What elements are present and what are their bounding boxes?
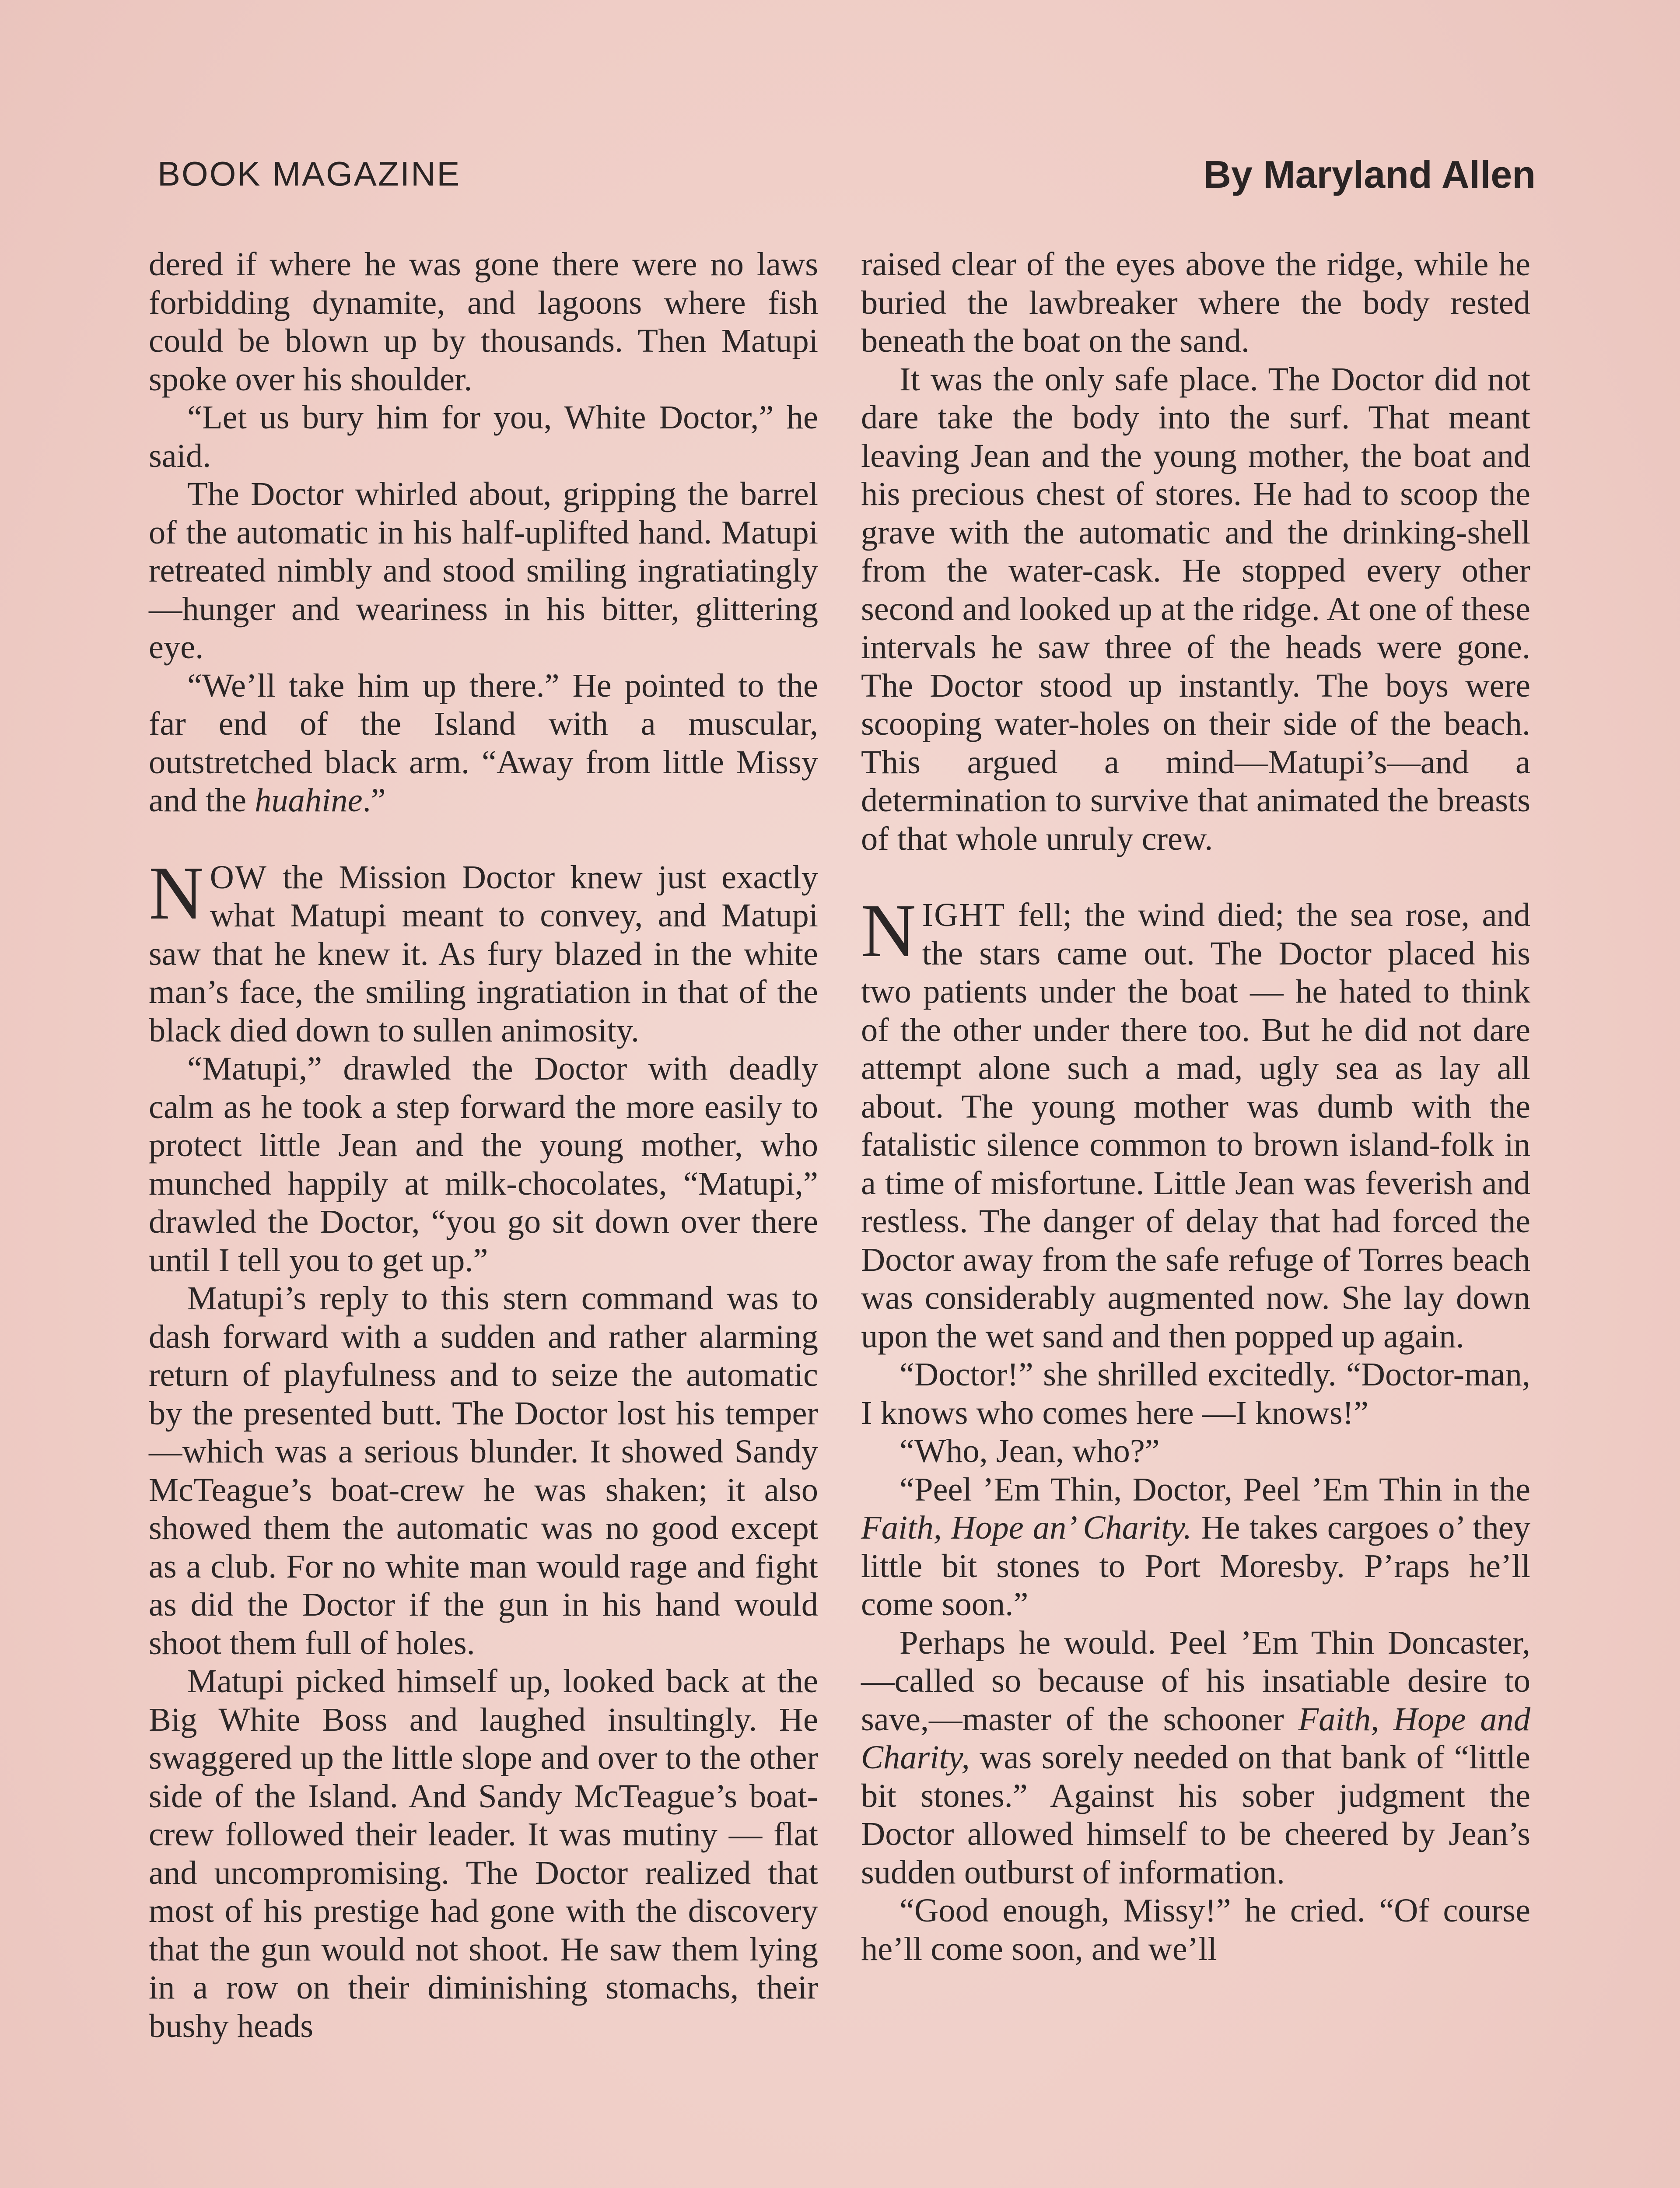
- section-start-paragraph: [149, 850, 818, 1050]
- paragraph: “Doctor!” she shrilled excitedly. “Doctor-man, I knows who comes here —I knows!”: [861, 1356, 1530, 1431]
- paragraph: dered if where he was gone there were no laws forbidding dynamite, and lagoons where fish could be blown up by thousands. Then Matupi spoke over his shoulder.: [149, 245, 818, 398]
- italic-ship-name: Faith, Hope an’ Charity.: [861, 1509, 1192, 1546]
- paragraph: The Doctor whirled about, gripping the barrel of the automatic in his half-uplifted hand. Matupi retreated nimbly and stood smiling ingratiatingly—hunger and weariness in his bitter, glittering eye.: [149, 475, 818, 666]
- paragraph: [861, 1470, 1530, 1623]
- right-column: [861, 245, 1530, 1968]
- paragraph: “Who, Jean, who?”: [900, 1432, 1160, 1469]
- paragraph-text: “Peel ’Em Thin, Doctor, Peel ’Em Thin in the: [900, 1470, 1530, 1508]
- italic-term: huahine: [255, 782, 363, 819]
- drop-cap: N: [149, 850, 204, 935]
- paragraph: “Let us bury him for you, White Doctor,” he said.: [149, 399, 818, 474]
- paragraph-text: Perhaps he would. Peel ’Em Thin Doncaster,—called so because of his insatiable desire to save,—master of the schooner: [861, 1623, 1530, 1738]
- paragraph: “Matupi,” drawled the Doctor with deadly calm as he took a step forward the more easily to protect little Jean and the young mother, who munched happily at milk-chocolates, “Matupi,” drawled the Doctor, “you go sit down over there until I tell you to get up.”: [149, 1050, 818, 1279]
- drop-cap: N: [861, 888, 916, 973]
- paragraph-text: “We’ll take him up there.” He pointed to the far end of the Island with a muscular, outstretched black arm. “Away from little Missy and the: [149, 666, 818, 819]
- paragraph-text: .”: [362, 782, 386, 819]
- paragraph-text: He takes cargoes o’ they little bit stones to Port Moresby. P’raps he’ll come soon.”: [861, 1509, 1530, 1623]
- paragraph-text: was sorely needed on that bank of “little bit stones.” Against his sober judgment the Doctor allowed himself to be cheered by Jean’s sudden outburst of information.: [861, 1739, 1530, 1891]
- magazine-title: BOOK MAGAZINE: [158, 154, 461, 193]
- paragraph: Matupi’s reply to this stern command was to dash forward with a sudden and rather alarming return of playfulness and to seize the automatic by the presented butt. The Doctor lost his temper—which was a serious blunder. It showed Sandy McTeague’s boat-crew he was shaken; it also showed them the automatic was no good except as a club. For no white man would rage and fight as did the Doctor if the gun in his hand would shoot them full of holes.: [149, 1280, 818, 1662]
- running-header: [158, 154, 1536, 202]
- paragraph: Matupi picked himself up, looked back at the Big White Boss and laughed insultingly. He swaggered up the little slope and over to the other side of the Island. And Sandy McTeague’s boat-crew followed their leader. It was mutiny — flat and uncompromising. The Doctor realized that most of his prestige had gone with the discovery that the gun would not shoot. He saw them lying in a row on their diminishing stomachs, their bushy heads: [149, 1662, 818, 2044]
- paragraph: raised clear of the eyes above the ridge, while he buried the lawbreaker where the body rested beneath the boat on the sand.: [861, 245, 1530, 359]
- paragraph: [861, 1623, 1530, 1892]
- author-byline: By Maryland Allen: [1203, 153, 1536, 196]
- lead-word: IGHT: [922, 896, 1006, 933]
- section-start-paragraph: [861, 888, 1530, 1355]
- lead-word: OW: [210, 858, 268, 896]
- paragraph: [149, 666, 818, 820]
- paragraph: “Good enough, Missy!” he cried. “Of course he’ll come soon, and we’ll: [861, 1892, 1530, 1967]
- paragraph-text: the Mission Doctor knew just exactly what Matupi meant to convey, and Matupi saw that he knew it. As fury blazed in the white man’s face, the smiling ingratiation in that of the black died down to sullen animosity.: [149, 858, 818, 1049]
- paragraph: It was the only safe place. The Doctor did not dare take the body into the surf. That meant leaving Jean and the young mother, the boat and his precious chest of stores. He had to scoop the grave with the automatic and the drinking-shell from the water-cask. He stopped every other second and looked up at the ridge. At one of these intervals he saw three of the heads were gone. The Doctor stood up instantly. The boys were scooping water-holes on their side of the beach. This argued a mind—Matupi’s—and a determination to survive that animated the breasts of that whole unruly crew.: [861, 360, 1530, 857]
- left-column: [149, 245, 818, 2045]
- italic-ship-name: Faith, Hope and Charity,: [861, 1700, 1530, 1776]
- paragraph-text: fell; the wind died; the sea rose, and the stars came out. The Doctor placed his two patients under the boat — he hated to think of the other under there too. But he did not dare attempt alone such a mad, ugly sea as lay all about. The young mother was dumb with the fatalistic silence common to brown island-folk in a time of misfortune. Little Jean was feverish and restless. The danger of delay that had forced the Doctor away from the safe refuge of Torres beach was considerably augmented now. She lay down upon the wet sand and then popped up again.: [861, 896, 1530, 1355]
